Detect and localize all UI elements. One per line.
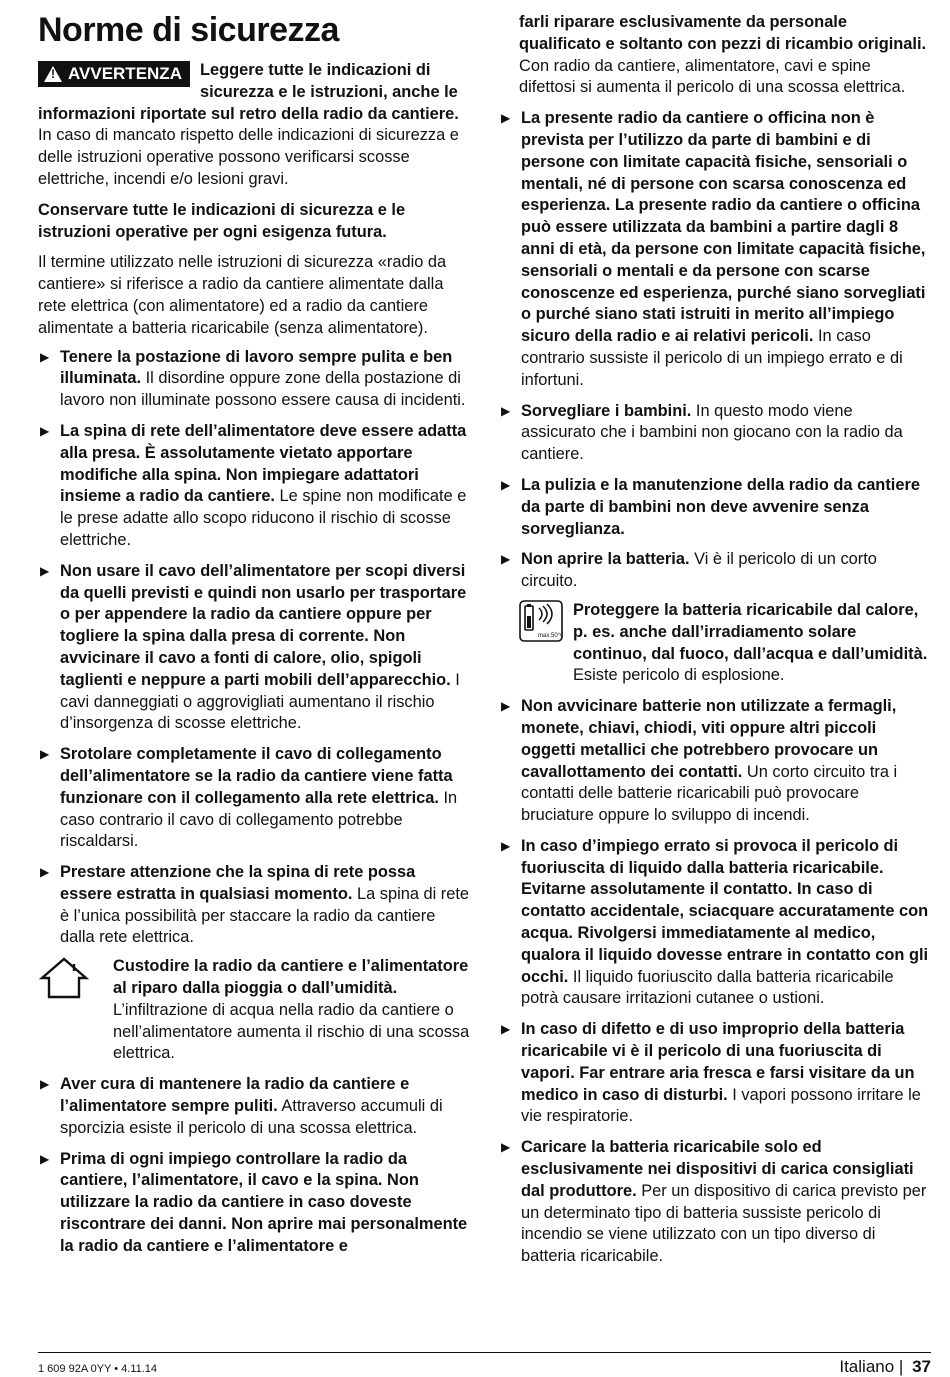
bullet-arrow-icon: ▶: [501, 477, 511, 492]
bullet-arrow-icon: ▶: [40, 1077, 50, 1092]
bullet-arrow-icon: ▶: [501, 403, 511, 418]
list-item: ▶ Sorvegliare i bambini. In questo modo viene assicurato che i bambini non giocano con la radio da cantiere.: [499, 401, 931, 466]
list-item: ▶ In caso di difetto e di uso improprio della batteria ricaricabile vi è il pericolo di una fuoriuscita di vapori. Far entrare aria fresca e farsi visitare da un medico in caso di disturbi. I vapori possono irritare le vie respiratorie.: [499, 1019, 931, 1128]
definition-paragraph: Il termine utilizzato nelle istruzioni di sicurezza «radio da cantiere» si riferisce a radio da cantiere alimentate dalla rete elettrica (con alimentatore) ed a radio da cantiere alimentate a batteria ricaricabile (senza alimentatore).: [38, 253, 447, 337]
bullet-arrow-icon: ▶: [40, 747, 50, 762]
list-item: ▶ Non avvicinare batterie non utilizzate a fermagli, monete, chiavi, chiodi, viti oppure altri piccoli oggetti metallici che potrebbero provocare un cavallottamento dei contatti. Un corto circuito tra i contatti delle batterie ricaricabili può provocare bruciature oppure lo sviluppo di incendi.: [499, 696, 931, 827]
list-item: ▶ La spina di rete dell’alimentatore deve essere adatta alla presa. È assolutamente vietato apportare modifiche alla spina. Non impiegare adattatori insieme a radio da cantiere. Le spine non modificate e le prese adatte allo scopo riducono il rischio di scosse elettriche.: [38, 421, 470, 552]
page-title: Norme di sicurezza: [38, 11, 339, 49]
heat-protection-note: max.50°C Proteggere la batteria ricaricabile dal calore, p. es. anche dall’irradiamento solare continuo, dal fuoco, dall’acqua e dall’umidità. Esiste pericolo di esplosione.: [499, 600, 931, 687]
bullet-arrow-icon: ▶: [501, 838, 511, 853]
bullet-arrow-icon: ▶: [40, 563, 50, 578]
bullet-arrow-icon: ▶: [40, 865, 50, 880]
warning-badge: [38, 61, 190, 87]
house-rain-icon: [38, 956, 113, 1065]
page-footer: [38, 1352, 931, 1376]
warning-badge-label: AVVERTENZA: [68, 64, 182, 83]
bullet-arrow-icon: ▶: [40, 1151, 50, 1166]
list-item: ▶ In caso d’impiego errato si provoca il pericolo di fuoriuscita di liquido dalla batteria ricaricabile. Evitarne assolutamente il contatto. In caso di contatto accidentale, sciacquare accuratamente con acqua. Rivolgersi immediatamente al medico, qualora il liquido dovesse entrare in contatto con gli occhi. Il liquido fuoriuscito dalla batteria ricaricabile potrà causare irritazioni cutanee o ustioni.: [499, 836, 931, 1010]
list-item: ▶ Srotolare completamente il cavo di collegamento dell’alimentatore se la radio da cantiere viene fatta funzionare con il collegamento alla rete elettrica. In caso contrario il cavo di collegamento potrebbe riscaldarsi.: [38, 744, 470, 853]
continued-item: farli riparare esclusivamente da personale qualificato e soltanto con pezzi di ricambio originali. Con radio da cantiere, alimentatore, cavi e spine difettosi si aumenta il pericolo di una scossa elettrica.: [519, 13, 927, 97]
list-item: ▶ Non usare il cavo dell’alimentatore per scopi diversi da quelli previsti e quindi non usarlo per trasportare o per appendere la radio da cantiere oppure per togliere la spina dalla presa di corrente. Non avvicinare il cavo a fonti di calore, olio, spigoli taglienti e neppure a parti mobili dell’apparecchio. I cavi danneggiati o aggrovigliati aumentano il rischio d’insorgenza di scosse elettriche.: [38, 561, 470, 735]
bullet-arrow-icon: ▶: [40, 423, 50, 438]
warning-triangle-icon: !: [44, 66, 62, 82]
conserve-note: Conservare tutte le indicazioni di sicurezza e le istruzioni operative per ogni esigenza futura.: [38, 200, 406, 241]
page-number: 37: [912, 1357, 931, 1376]
bullet-arrow-icon: ▶: [501, 552, 511, 567]
left-column: [38, 0, 470, 1258]
list-item: ▶ Prestare attenzione che la spina di rete possa essere estratta in qualsiasi momento. La spina di rete è l’unica possibilità per staccare la radio da cantiere dalla rete elettrica.: [38, 862, 470, 949]
max-temp-label: max.50°C: [538, 632, 563, 639]
warning-intro: [38, 60, 470, 191]
bullet-arrow-icon: ▶: [501, 1022, 511, 1037]
list-item: ▶ Tenere la postazione di lavoro sempre pulita e ben illuminata. Il disordine oppure zone della postazione di lavoro non illuminate possono essere causa di incidenti.: [38, 347, 470, 412]
page-indicator: [839, 1357, 931, 1377]
rain-protection-note: Custodire la radio da cantiere e l’alimentatore al riparo dalla pioggia o dall’umidità. L’infiltrazione di acqua nella radio da cantiere o nell’alimentatore aumenta il rischio di una scossa elettrica.: [38, 956, 470, 1065]
intro-bold: Leggere tutte le indicazioni di sicurezza e le istruzioni, anche le informazioni riportate sul retro della radio da cantiere.: [38, 61, 459, 123]
bullet-arrow-icon: ▶: [40, 349, 50, 364]
doc-code: 1 609 92A 0YY • 4.11.14: [38, 1363, 158, 1375]
bullet-arrow-icon: ▶: [501, 1140, 511, 1155]
intro-text: In caso di mancato rispetto delle indicazioni di sicurezza e delle istruzioni operative possono verificarsi scosse elettriche, incendi e/o lesioni gravi.: [38, 126, 459, 188]
list-item: ▶ La pulizia e la manutenzione della radio da cantiere da parte di bambini non deve avvenire senza sorveglianza.: [499, 475, 931, 540]
language-label: Italiano: [839, 1357, 895, 1376]
bullet-arrow-icon: ▶: [501, 699, 511, 714]
bullet-arrow-icon: ▶: [501, 111, 511, 126]
list-item: ▶ La presente radio da cantiere o officina non è prevista per l’utilizzo da parte di bambini e di persone con limitate capacità fisiche, sensoriali o mentali, né di persone con scarsa conoscenza ed esperienza. La presente radio da cantiere o officina può essere utilizzata da bambini a partire dagli 8 anni di età, da persone con limitate capacità fisiche, sensoriali o mentali e da persone con scarse conoscenze ed esperienza, purché siano sorvegliati o purché siano stati istruiti in merito all’impiego sicuro della radio e ai relativi pericoli. In caso contrario sussiste il pericolo di un impiego errato e di infortuni.: [499, 108, 931, 391]
right-column: [499, 12, 931, 1268]
list-item: ▶ Prima di ogni impiego controllare la radio da cantiere, l’alimentatore, il cavo e la spina. Non utilizzare la radio da cantiere in caso doveste riscontrare dei danni. Non aprire mai personalmente la radio da cantiere e l’alimentatore e: [38, 1149, 470, 1258]
list-item: ▶ Aver cura di mantenere la radio da cantiere e l’alimentatore sempre puliti. Attraverso accumuli di sporcizia esiste il pericolo di una scossa elettrica.: [38, 1074, 470, 1139]
list-item: ▶ Caricare la batteria ricaricabile solo ed esclusivamente nei dispositivi di carica consigliati dal produttore. Per un dispositivo di carica previsto per un determinato tipo di batteria sussiste pericolo di incendio se viene utilizzato con un tipo diverso di batteria ricaricabile.: [499, 1137, 931, 1268]
footer-separator: |: [898, 1357, 904, 1376]
battery-heat-icon: [519, 600, 573, 687]
list-item: ▶ Non aprire la batteria. Vi è il pericolo di un corto circuito.: [499, 549, 931, 593]
